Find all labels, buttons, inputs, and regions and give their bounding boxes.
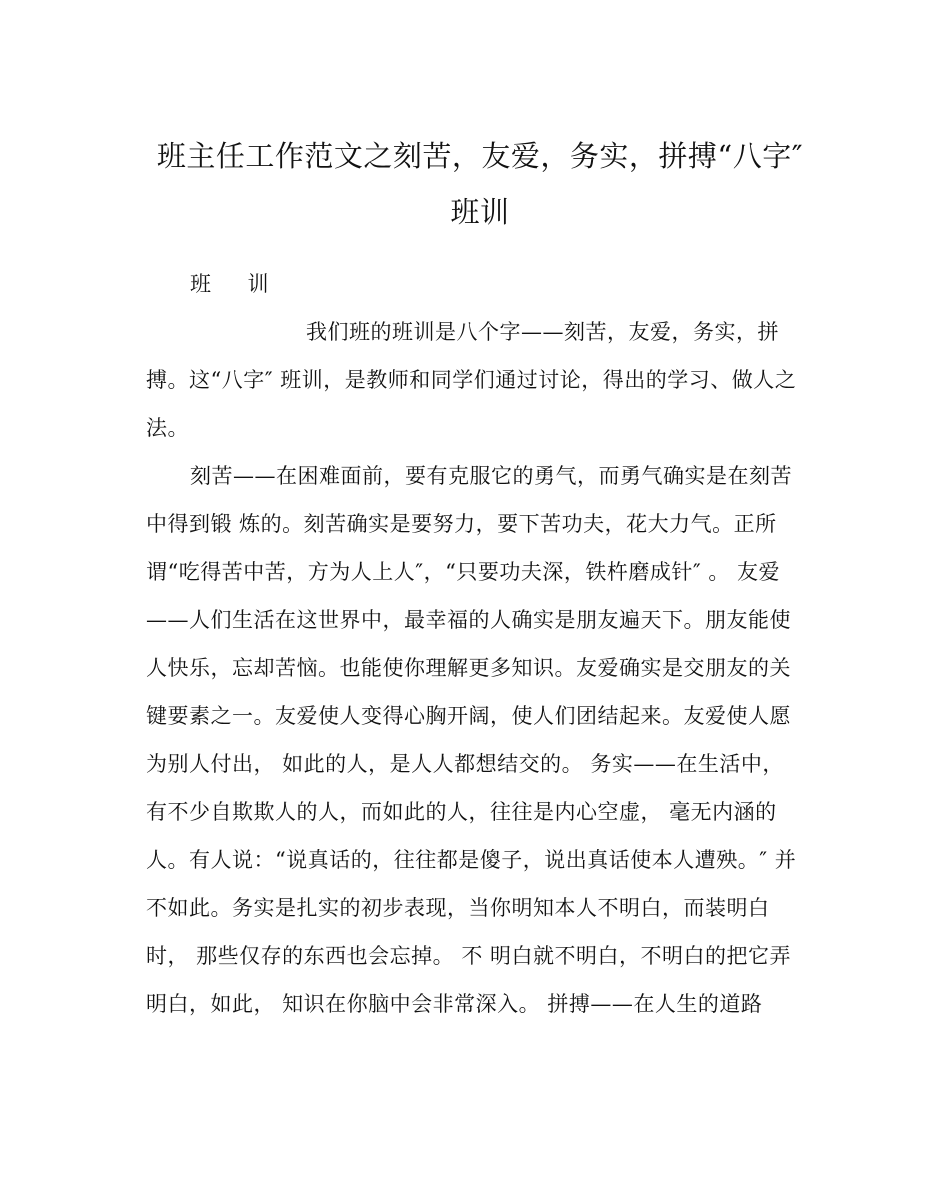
document-body <box>146 266 816 1022</box>
paragraph-line: ——人们生活在这世界中，最幸福的人确实是朋友遍天下。朋友能使 <box>146 608 791 632</box>
paragraph-line: 刻苦——在困难面前，要有克服它的勇气，而勇气确实是在刻苦 <box>190 464 792 488</box>
paragraph-line: 法。 <box>146 416 189 440</box>
paragraph-line: 有不少自欺欺人的人，而如此的人，往往是内心空虚， 毫无内涵的 <box>146 800 777 824</box>
paragraph-line: 人。有人说：“说真话的，往往都是傻子，说出真话使本人遭殃。″ 并 <box>146 848 797 872</box>
paragraph-line: 时， 那些仅存的东西也会忘掉。 不 明白就不明白，不明白的把它弄 <box>146 944 792 968</box>
paragraph-line: 中得到锻 炼的。刻苦确实是要努力，要下苦功夫，花大力气。正所 <box>146 512 777 536</box>
section-heading <box>146 266 816 302</box>
title-line-1: 班主任工作范文之刻苦，友爱，务实，拼搏“八字″ <box>156 139 804 173</box>
paragraph-line: 谓“吃得苦中苦，方为人上人″，“只要功夫深，铁杵磨成针″ 。 友爱 <box>146 560 781 584</box>
paragraph-line: 我们班的班训是八个字——刻苦，友爱，务实，拼 <box>306 320 779 344</box>
section-heading-char-1: 班 <box>190 272 212 296</box>
paragraph-line: 明白，如此， 知识在你脑中会非常深入。 拼搏——在人生的道路 <box>146 992 763 1016</box>
title-line-2: 班训 <box>450 195 510 229</box>
paragraph-line: 不如此。务实是扎实的初步表现，当你明知本人不明白，而装明白 <box>146 896 770 920</box>
paragraph-line: 人快乐，忘却苦恼。也能使你理解更多知识。友爱确实是交朋友的关 <box>146 656 791 680</box>
section-heading-char-2: 训 <box>247 272 269 296</box>
paragraph-line: 搏。这“八字″ 班训，是教师和同学们通过讨论，得出的学习、做人之 <box>146 368 797 392</box>
paragraph-line: 键要素之一。友爱使人变得心胸开阔，使人们团结起来。友爱使人愿 <box>146 704 791 728</box>
paragraph-line: 为别人付出， 如此的人，是人人都想结交的。 务实——在生活中， <box>146 752 784 776</box>
document-title <box>140 128 820 240</box>
